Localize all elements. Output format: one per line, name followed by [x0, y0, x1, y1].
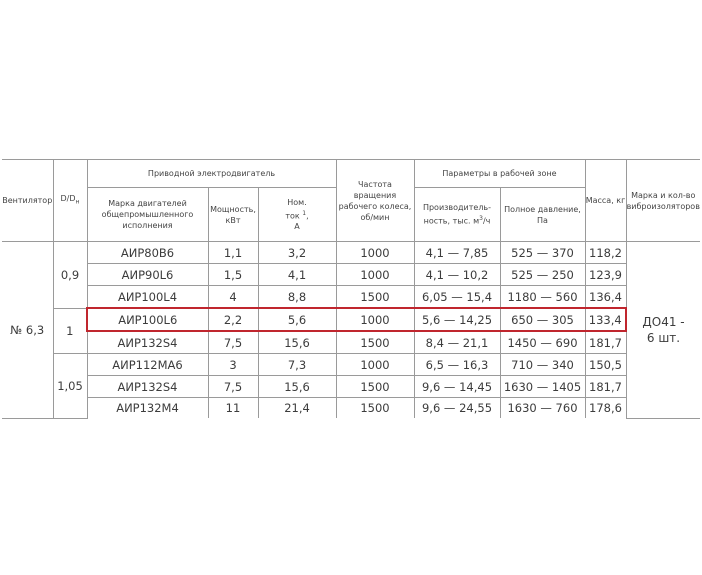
current-cell: 15,6	[258, 376, 336, 398]
table-row	[2, 354, 700, 376]
speed-cell: 1500	[336, 376, 414, 398]
mass-cell: 136,4	[585, 286, 626, 309]
pressure-cell: 1180 — 560	[500, 286, 585, 309]
power-cell: 11	[208, 398, 258, 419]
motor-cell: АИР132М4	[87, 398, 208, 419]
table-row	[2, 242, 700, 264]
header-capacity: Производитель-ность, тыс. $м^3/ч$	[414, 188, 500, 242]
motor-cell: АИР90L6	[87, 264, 208, 286]
header-fan: Вентилятор	[2, 160, 53, 242]
capacity-cell: 8,4 — 21,1	[414, 331, 500, 354]
speed-cell: 1000	[336, 242, 414, 264]
power-cell: 7,5	[208, 376, 258, 398]
current-cell: 7,3	[258, 354, 336, 376]
capacity-cell: 4,1 — 7,85	[414, 242, 500, 264]
current-cell: 8,8	[258, 286, 336, 309]
motor-cell: АИР132S4	[87, 331, 208, 354]
header-mass: Масса, кг	[585, 160, 626, 242]
header-motor-brand: Марка двигателей общепромышленного исполнения	[87, 188, 208, 242]
speed-cell: 1000	[336, 308, 414, 331]
dd-cell: 1,05	[53, 354, 87, 419]
mass-cell: 123,9	[585, 264, 626, 286]
motor-cell: АИР100L4	[87, 286, 208, 309]
power-cell: 1,5	[208, 264, 258, 286]
table-row-highlighted	[2, 308, 700, 331]
header-drive-group: Приводной электродвигатель	[87, 160, 336, 188]
capacity-cell: 4,1 — 10,2	[414, 264, 500, 286]
table-row	[2, 286, 700, 309]
motor-cell: АИР112МА6	[87, 354, 208, 376]
header-speed: Частота вращения рабочего колеса, об/мин	[336, 160, 414, 242]
current-cell: 5,6	[258, 308, 336, 331]
fan-spec-table	[2, 159, 700, 419]
power-cell: 4	[208, 286, 258, 309]
pressure-cell: 1630 — 1405	[500, 376, 585, 398]
mass-cell: 133,4	[585, 308, 626, 331]
motor-cell: АИР100L6	[87, 308, 208, 331]
current-cell: 21,4	[258, 398, 336, 419]
pressure-cell: 710 — 340	[500, 354, 585, 376]
motor-cell: АИР80В6	[87, 242, 208, 264]
header-isolators: Марка и кол-во виброизоляторов	[626, 160, 700, 242]
capacity-cell: 5,6 — 14,25	[414, 308, 500, 331]
table-row	[2, 264, 700, 286]
header-power: Мощность, кВт	[208, 188, 258, 242]
table-row	[2, 331, 700, 354]
mass-cell: 118,2	[585, 242, 626, 264]
motor-cell: АИР132S4	[87, 376, 208, 398]
power-cell: 2,2	[208, 308, 258, 331]
speed-cell: 1500	[336, 398, 414, 419]
pressure-cell: 1450 — 690	[500, 331, 585, 354]
mass-cell: 178,6	[585, 398, 626, 419]
header-pressure: Полное давление, Па	[500, 188, 585, 242]
fan-model-cell: № 6,3	[2, 242, 53, 419]
dd-cell: 1	[53, 308, 87, 354]
mass-cell: 181,7	[585, 376, 626, 398]
capacity-cell: 9,6 — 14,45	[414, 376, 500, 398]
pressure-cell: 525 — 250	[500, 264, 585, 286]
speed-cell: 1500	[336, 286, 414, 309]
speed-cell: 1000	[336, 354, 414, 376]
header-dd: $D/D_н$	[53, 160, 87, 242]
dd-cell: 0,9	[53, 242, 87, 309]
speed-cell: 1000	[336, 264, 414, 286]
pressure-cell: 525 — 370	[500, 242, 585, 264]
isolators-cell: ДО41 - 6 шт.	[626, 242, 700, 419]
table-row	[2, 376, 700, 398]
table-row	[2, 398, 700, 419]
capacity-cell: 6,5 — 16,3	[414, 354, 500, 376]
current-cell: 15,6	[258, 331, 336, 354]
speed-cell: 1500	[336, 331, 414, 354]
mass-cell: 181,7	[585, 331, 626, 354]
power-cell: 7,5	[208, 331, 258, 354]
capacity-cell: 9,6 — 24,55	[414, 398, 500, 419]
header-work-zone: Параметры в рабочей зоне	[414, 160, 585, 188]
current-cell: 3,2	[258, 242, 336, 264]
capacity-cell: 6,05 — 15,4	[414, 286, 500, 309]
power-cell: 3	[208, 354, 258, 376]
current-cell: 4,1	[258, 264, 336, 286]
mass-cell: 150,5	[585, 354, 626, 376]
pressure-cell: 650 — 305	[500, 308, 585, 331]
pressure-cell: 1630 — 760	[500, 398, 585, 419]
header-current: Ном. ток $^1$, А	[258, 188, 336, 242]
power-cell: 1,1	[208, 242, 258, 264]
